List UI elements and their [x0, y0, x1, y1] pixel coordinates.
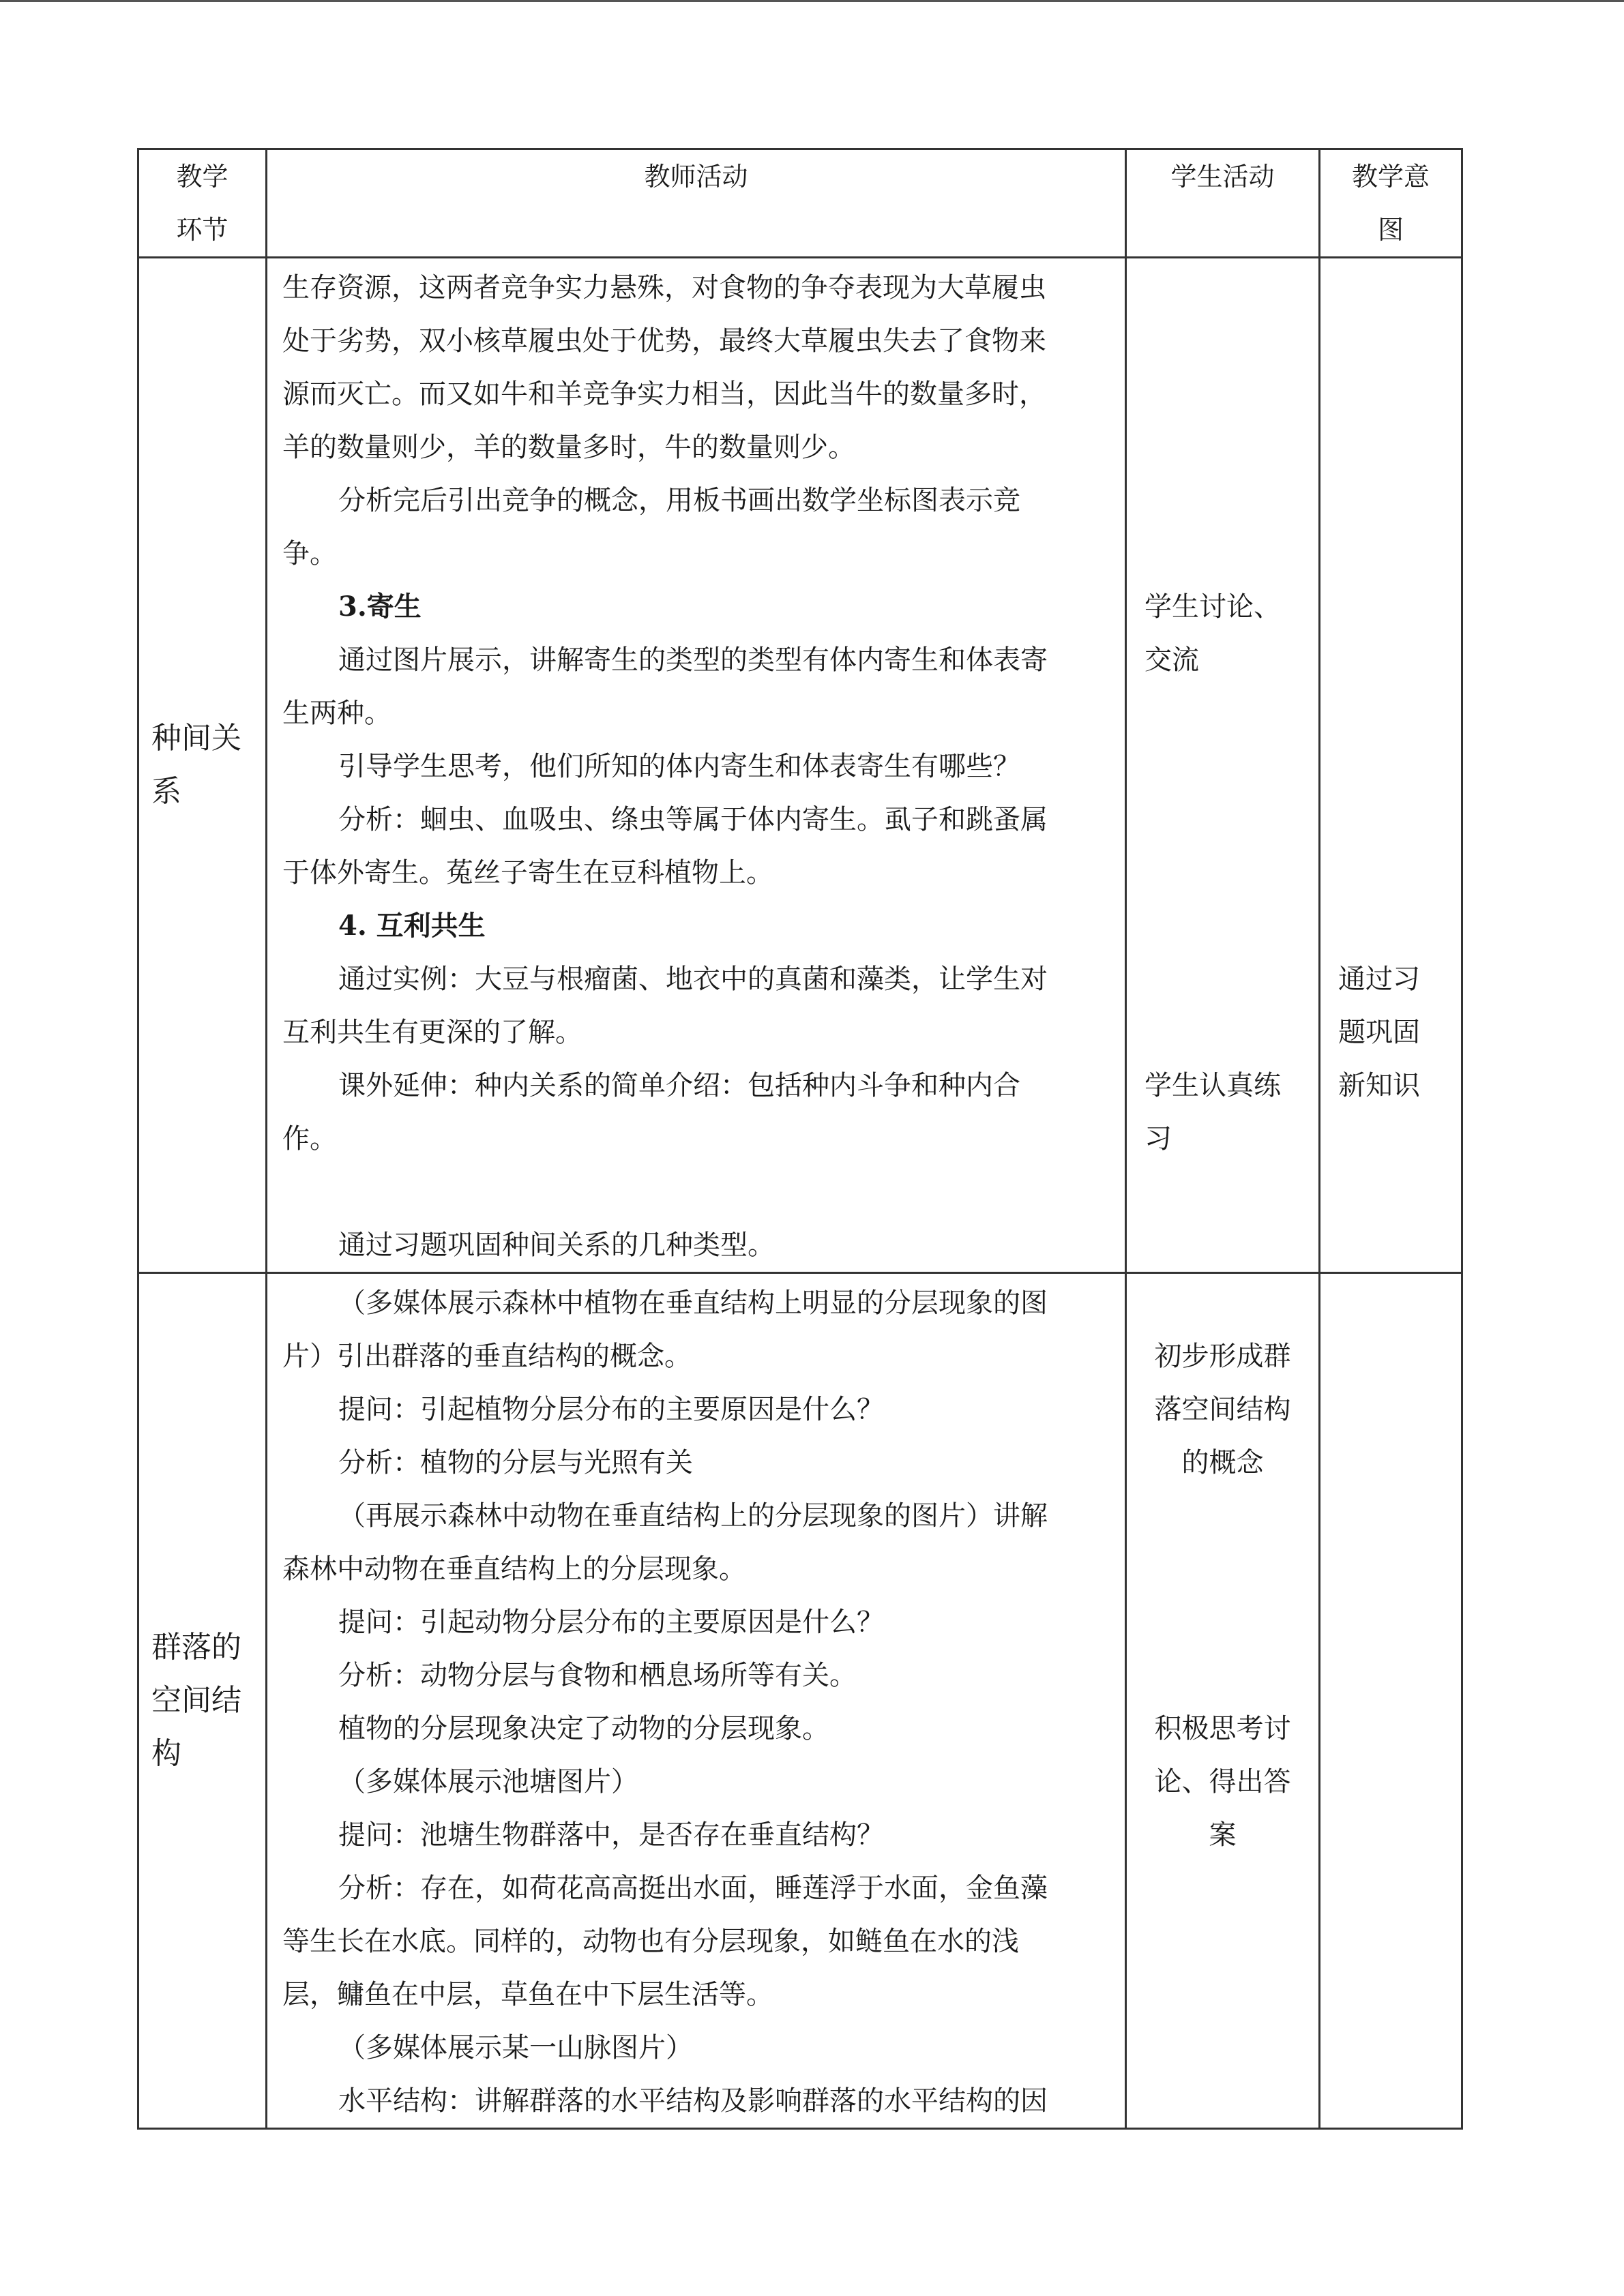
teacher-activity-line: 提问：引起动物分层分布的主要原因是什么？ [338, 1607, 884, 1638]
student-activity-note-line: 学生认真练 [1145, 1070, 1281, 1101]
student-activity-note [1127, 1330, 1318, 1489]
student-activity-note-line: 案 [1209, 1819, 1237, 1851]
teacher-activity-line: 源而灭亡。而又如牛和羊竞争实力相当，因此当牛的数量多时， [282, 378, 1046, 410]
table-row [138, 258, 1462, 1273]
teaching-intent-note-line: 题巩固 [1338, 1017, 1420, 1048]
stage-cell [138, 1273, 267, 2129]
student-activity-note-line: 初步形成群 [1154, 1341, 1291, 1372]
teaching-intent-note-line: 新知识 [1338, 1070, 1420, 1101]
header-stage: 教学 环节 [138, 149, 267, 258]
teacher-activity-line: 分析：存在，如荷花高高挺出水面，睡莲浮于水面，金鱼藻 [338, 1873, 1048, 1904]
teacher-activity-line: 层，鳙鱼在中层，草鱼在中下层生活等。 [282, 1979, 773, 2010]
teacher-activity-line: 通过实例：大豆与根瘤菌、地衣中的真菌和藻类，让学生对 [338, 964, 1048, 995]
student-activity-note-line: 积极思考讨 [1154, 1713, 1291, 1744]
teacher-activity-line: 互利共生有更深的了解。 [282, 1017, 582, 1048]
student-activity-note [1127, 1702, 1318, 1862]
student-activity-note-line: 论、得出答 [1154, 1766, 1291, 1798]
student-activity-note-line: 习 [1145, 1123, 1172, 1154]
stage-label-line: 种间关 [151, 721, 241, 756]
student-activity-cell [1126, 258, 1320, 1273]
student-activity-note-line: 的概念 [1181, 1447, 1264, 1478]
teacher-activity-line: 生存资源，这两者竞争实力悬殊，对食物的争夺表现为大草履虫 [282, 272, 1046, 303]
teacher-activity-line: 处于劣势，双小核草履虫处于优势，最终大草履虫失去了食物来 [282, 325, 1046, 357]
stage-label-line: 构 [151, 1736, 181, 1771]
stage-label-line: 群落的 [151, 1630, 241, 1665]
teacher-activity-line: （多媒体展示森林中植物在垂直结构上明显的分层现象的图 [338, 1287, 1048, 1319]
lesson-plan-table [137, 148, 1463, 2130]
teacher-activity-cell [267, 1273, 1126, 2129]
header-teacher-activity: 教师活动 [267, 149, 1126, 258]
teacher-activity-line: 水平结构：讲解群落的水平结构及影响群落的水平结构的因 [338, 2085, 1048, 2117]
teaching-intent-note-line: 通过习 [1338, 964, 1420, 995]
blank-line [282, 1165, 1112, 1219]
page-top-rule [0, 0, 1624, 2]
student-activity-note-line: 落空间结构 [1154, 1394, 1291, 1425]
student-activity-note-line: 学生讨论、 [1145, 591, 1281, 623]
stage-label-line: 空间结 [151, 1683, 241, 1718]
stage-label-line: 系 [151, 774, 181, 809]
teacher-activity-line: 片）引出群落的垂直结构的概念。 [282, 1341, 692, 1372]
teacher-activity-line: 引导学生思考，他们所知的体内寄生和体表寄生有哪些？ [338, 751, 1020, 782]
teacher-activity-line: （再展示森林中动物在垂直结构上的分层现象的图片）讲解 [338, 1500, 1048, 1532]
teacher-activity-line: （多媒体展示某一山脉图片） [338, 2032, 693, 2063]
teacher-activity-line: 生两种。 [282, 698, 392, 729]
teacher-activity-line: （多媒体展示池塘图片） [338, 1766, 638, 1798]
teacher-activity-line: 分析：植物的分层与光照有关 [338, 1447, 693, 1478]
teacher-activity-line: 3.寄生 [338, 591, 422, 623]
teacher-activity-line: 植物的分层现象决定了动物的分层现象。 [338, 1713, 829, 1744]
teacher-activity-line: 于体外寄生。菟丝子寄生在豆科植物上。 [282, 857, 773, 889]
teacher-activity-line: 分析：动物分层与食物和栖息场所等有关。 [338, 1660, 857, 1691]
teacher-activity-line: 提问：引起植物分层分布的主要原因是什么？ [338, 1394, 884, 1425]
teacher-activity-line: 通过习题巩固种间关系的几种类型。 [338, 1229, 775, 1261]
teacher-activity-line: 提问：池塘生物群落中，是否存在垂直结构？ [338, 1819, 884, 1851]
header-student-activity: 学生活动 [1126, 149, 1320, 258]
teacher-activity-line: 4. 互利共生 [338, 910, 486, 942]
stage-cell [138, 258, 267, 1273]
teaching-intent-note [1338, 953, 1420, 1112]
student-activity-note-line: 交流 [1145, 644, 1199, 676]
teacher-activity-cell [267, 258, 1126, 1273]
teacher-activity-line: 分析完后引出竞争的概念，用板书画出数学坐标图表示竞 [338, 485, 1020, 516]
teacher-activity-line: 森林中动物在垂直结构上的分层现象。 [282, 1553, 746, 1585]
table-header-row [138, 149, 1462, 258]
table-row [138, 1273, 1462, 2129]
student-activity-note [1145, 580, 1281, 687]
teacher-activity-line: 分析：蛔虫、血吸虫、绦虫等属于体内寄生。虱子和跳蚤属 [338, 804, 1048, 835]
teacher-activity-line: 羊的数量则少，羊的数量多时，牛的数量则少。 [282, 432, 855, 463]
teaching-intent-cell [1320, 1273, 1462, 2129]
student-activity-note [1145, 1059, 1281, 1165]
teacher-activity-line: 作。 [282, 1123, 337, 1154]
teacher-activity-line: 争。 [282, 538, 337, 569]
teacher-activity-line: 通过图片展示，讲解寄生的类型的类型有体内寄生和体表寄 [338, 644, 1048, 676]
teacher-activity-line: 课外延伸：种内关系的简单介绍：包括种内斗争和种内合 [338, 1070, 1020, 1101]
header-teaching-intent: 教学意 图 [1320, 149, 1462, 258]
teacher-activity-line: 等生长在水底。同样的，动物也有分层现象，如鲢鱼在水的浅 [282, 1926, 1019, 1957]
teaching-intent-cell [1320, 258, 1462, 1273]
student-activity-cell [1126, 1273, 1320, 2129]
